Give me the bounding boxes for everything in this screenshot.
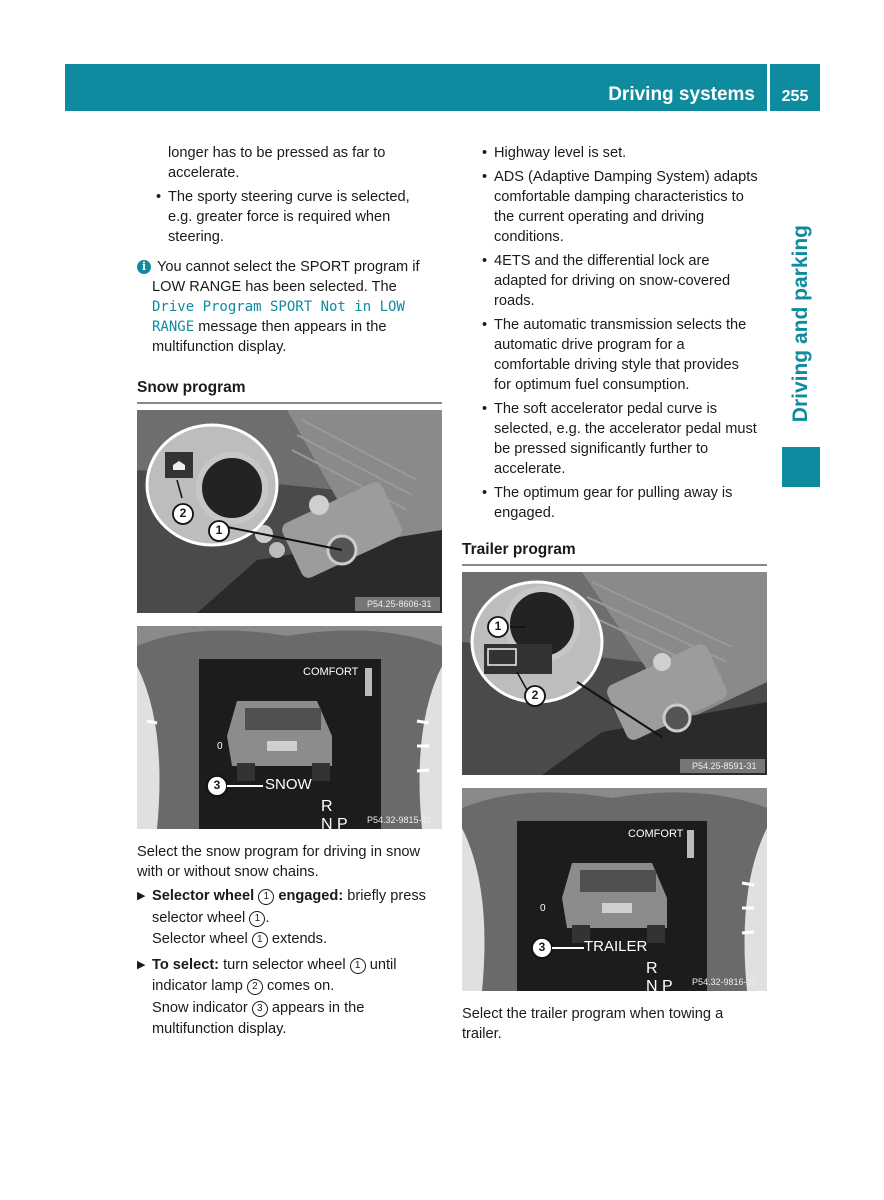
page-number: 255 bbox=[781, 88, 809, 105]
bullet-icon: • bbox=[156, 189, 162, 205]
display-zero: 0 bbox=[217, 741, 223, 752]
callout-2: 2 bbox=[247, 979, 263, 995]
list-item: • The optimum gear for pulling away is engaged. bbox=[482, 485, 733, 521]
trailer-display-photo bbox=[462, 788, 767, 991]
side-tab-label: Driving and parking bbox=[789, 225, 812, 423]
snow-display-photo bbox=[137, 626, 442, 829]
right-column-list bbox=[478, 143, 773, 527]
header-bar bbox=[65, 64, 767, 111]
callout-1: 1 bbox=[215, 523, 223, 537]
bullet-icon: • bbox=[482, 401, 488, 417]
trailer-program-heading: Trailer program bbox=[462, 540, 767, 566]
figure-code: P54.32-9815-31 bbox=[367, 815, 432, 825]
snow-indicator: SNOW bbox=[265, 776, 312, 793]
figure-code: P54.25-8591-31 bbox=[692, 761, 757, 771]
gear-np: N P bbox=[321, 816, 348, 829]
info-icon: i bbox=[137, 260, 151, 274]
side-tab bbox=[782, 225, 820, 445]
side-tab-marker bbox=[782, 447, 820, 487]
list-item: • Highway level is set. bbox=[482, 145, 627, 161]
callout-2: 2 bbox=[531, 688, 539, 702]
callout-1: 1 bbox=[494, 619, 502, 633]
callout-1: 1 bbox=[249, 911, 265, 927]
gear-np: N P bbox=[646, 978, 673, 991]
list-item: • 4ETS and the differential lock are adapted for driving on snow-covered roads. bbox=[482, 253, 731, 309]
list-item: • The automatic transmission selects the automatic drive program for a comfortable driving style that provides for optimum fuel consumption. bbox=[482, 317, 747, 393]
info-note: i You cannot select the SPORT program if LOW RANGE has been selected. The Drive Program SPORT Not in LOW RANGE message then appears in the multifunction display. bbox=[137, 257, 442, 357]
bullet-icon: • bbox=[482, 485, 488, 501]
figure-code: P54.25-8606-31 bbox=[367, 599, 432, 609]
callout-3: 3 bbox=[213, 778, 221, 792]
callout-1: 1 bbox=[258, 889, 274, 905]
snow-selector-photo bbox=[137, 410, 442, 613]
page-number-box bbox=[770, 64, 820, 111]
callout-3: 3 bbox=[538, 940, 546, 954]
continued-line: accelerate. bbox=[168, 165, 240, 181]
display-message: Drive Program SPORT Not in LOW bbox=[152, 299, 405, 315]
display-comfort: COMFORT bbox=[628, 828, 684, 840]
instruction-step: ▶ Selector wheel 1 engaged: briefly press selector wheel 1 . Selector wheel 1 extends. bbox=[137, 888, 426, 947]
display-comfort: COMFORT bbox=[303, 666, 359, 678]
list-item: • The soft accelerator pedal curve is selected, e.g. the accelerator pedal must be pressed significantly further to accelerate. bbox=[482, 401, 757, 477]
snow-instructions: Select the snow program for driving in snow with or without snow chains. ▶ Selector wheel 1 engaged: briefly press selector wheel 1 . Selector wheel 1 extends. ▶ To select: turn selector wheel 1 until indicator lamp 2 comes on. Snow indicator 3 appears in the multifunction display. bbox=[137, 842, 447, 1041]
left-column-text bbox=[137, 143, 442, 357]
callout-3: 3 bbox=[252, 1001, 268, 1017]
callout-1: 1 bbox=[350, 958, 366, 974]
instruction-step: ▶ To select: turn selector wheel 1 until indicator lamp 2 comes on. Snow indicator 3 appears in the multifunction display. bbox=[137, 956, 397, 1037]
callout-2: 2 bbox=[179, 506, 187, 520]
trailer-selector-photo bbox=[462, 572, 767, 775]
step-arrow-icon: ▶ bbox=[137, 890, 146, 902]
display-message: RANGE bbox=[152, 319, 195, 335]
snow-program-heading: Snow program bbox=[137, 378, 442, 404]
gear-r: R bbox=[321, 798, 333, 815]
display-zero: 0 bbox=[540, 903, 546, 914]
bullet-icon: • bbox=[482, 145, 488, 161]
list-item: • The sporty steering curve is selected, e.g. greater force is required when steering. bbox=[156, 189, 410, 245]
trailer-instructions: Select the trailer program when towing a trailer. bbox=[462, 1006, 724, 1042]
callout-1: 1 bbox=[252, 932, 268, 948]
bullet-icon: • bbox=[482, 169, 488, 185]
trailer-indicator: TRAILER bbox=[584, 938, 648, 955]
bullet-icon: • bbox=[482, 317, 488, 333]
list-item: • ADS (Adaptive Damping System) adapts comfortable damping characteristics to the current operating and driving conditions. bbox=[482, 169, 758, 245]
bullet-icon: • bbox=[482, 253, 488, 269]
gear-r: R bbox=[646, 960, 658, 977]
step-arrow-icon: ▶ bbox=[137, 958, 146, 971]
continued-line: longer has to be pressed as far to bbox=[168, 145, 386, 161]
figure-code: P54.32-9816-31 bbox=[692, 977, 757, 987]
section-title: Driving systems bbox=[608, 84, 755, 105]
